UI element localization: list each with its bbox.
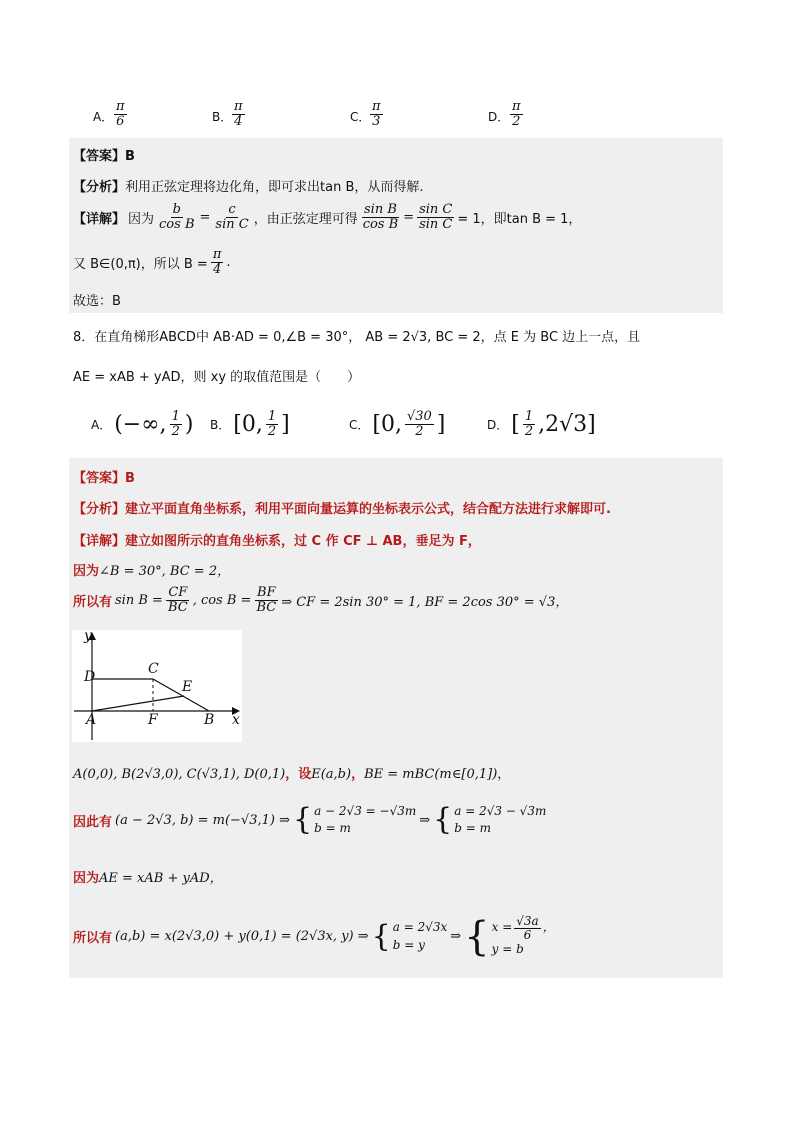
line2-end: . — [226, 254, 231, 270]
frac-den: 3 — [372, 113, 381, 129]
coords-label: ，设 — [285, 767, 312, 782]
frac-den: BC — [256, 599, 277, 615]
q8-analysis-line — [73, 498, 611, 517]
frac-den: 6 — [116, 113, 125, 129]
option-close: ] — [281, 411, 290, 437]
q8-detail-line — [73, 530, 481, 549]
analysis-tag: 【分析】 — [73, 502, 126, 517]
q7-option-c-value — [370, 100, 383, 128]
q7-option-b-label: B． — [212, 110, 233, 124]
q8-option-a — [91, 410, 193, 438]
frac-num: π — [512, 99, 521, 114]
frac-num: π — [372, 99, 381, 114]
frac-den: sin C — [419, 216, 453, 232]
frac-den: 2 — [171, 423, 180, 439]
detail-text: 建立如图所示的直角坐标系，过 C 作 CF ⊥ AB，垂足为 F， — [125, 534, 481, 549]
label-C: C — [148, 661, 159, 677]
q7-detail-line2 — [73, 248, 231, 276]
because-label: 因为 — [73, 564, 100, 579]
option-open: [0, — [233, 411, 263, 437]
q7-option-c — [350, 108, 370, 125]
option-close: ) — [184, 411, 194, 437]
option-label: D． — [487, 417, 509, 432]
q7-analysis-line — [73, 176, 424, 195]
q8-because-line — [73, 560, 230, 579]
q8-coords-line — [73, 763, 510, 782]
answer-tag: 【答案】 — [73, 471, 126, 486]
frac-den: 2 — [415, 423, 424, 439]
because2-math: AE = xAB + yAD， — [99, 871, 223, 886]
q7-option-d-label: D． — [488, 110, 510, 124]
answer-value: B — [125, 149, 135, 164]
q8-option-d — [487, 410, 596, 438]
frac-num: BF — [257, 585, 276, 600]
coords-sep: ， — [351, 767, 365, 782]
label-D: D — [84, 669, 96, 685]
because-math: ∠B = 30°, BC = 2， — [99, 564, 231, 579]
q7-option-d-value — [510, 100, 523, 128]
arrow: ⇒ — [450, 929, 462, 945]
segment-CB — [153, 679, 209, 711]
arrow: ⇒ — [419, 812, 431, 828]
q7-option-b-value — [232, 100, 245, 128]
option-close: ] — [436, 411, 446, 437]
sys-line: a = 2√3x — [392, 920, 448, 935]
frac-num: 1 — [171, 409, 180, 424]
analysis-tag: 【分析】 — [73, 180, 126, 195]
frac-num: b — [172, 202, 181, 217]
sys-line: y = b — [491, 942, 524, 957]
q8-stem-line1 — [73, 326, 640, 345]
segment-AE — [92, 696, 184, 711]
frac-num: 1 — [267, 409, 277, 424]
q8-line2: AE = xAB + yAD，则 xy 的取值范围是（ ） — [73, 370, 361, 385]
frac-num: sin B — [363, 202, 397, 217]
q8-stem-line2 — [73, 366, 360, 385]
coords-end: ， — [497, 767, 511, 782]
frac-num: π — [234, 99, 243, 114]
frac-den: sin C — [215, 216, 249, 232]
sys-line: b = m — [314, 821, 351, 836]
detail-prefix: 因为 — [128, 211, 155, 227]
hence-math: (a − 2√3, b) = m(−√3,1) ⇒ — [115, 812, 290, 828]
label-B: B — [204, 712, 215, 728]
q7-answer-line — [73, 145, 135, 164]
option-label: C． — [349, 417, 370, 432]
detail-end: = 1，即tan B = 1， — [457, 211, 582, 227]
so2-label: 所以有 — [73, 931, 113, 947]
q8-so2-line — [73, 915, 555, 959]
because2-label: 因为 — [73, 871, 100, 886]
frac-den: cos B — [362, 216, 399, 232]
sys-comma: ， — [542, 920, 555, 935]
frac-den: 2 — [524, 423, 534, 439]
equals: = — [199, 209, 211, 225]
so-label: 所以有 — [73, 594, 113, 610]
so-part-c: ⇒ CF = 2sin 30° = 1, BF = 2cos 30° = √3， — [281, 594, 569, 610]
frac-den: 4 — [234, 113, 243, 129]
label-A: A — [86, 712, 97, 728]
sys-line: a = 2√3 − √3m — [454, 804, 547, 818]
coords-vec: BE = mBC(m∈[0,1]) — [364, 767, 498, 782]
analysis-text: 建立平面直角坐标系，利用平面向量运算的坐标表示公式，结合配方法进行求解即可. — [125, 502, 611, 517]
option-label: B． — [210, 417, 231, 432]
q8-option-b — [210, 410, 290, 438]
frac-den: 2 — [512, 113, 521, 129]
option-open: [ — [511, 411, 520, 437]
frac-num: CF — [168, 585, 188, 600]
sys-x: x = — [491, 920, 513, 935]
q7-choice-line — [73, 290, 121, 309]
brace-icon: { — [464, 913, 490, 960]
equals: = — [403, 209, 415, 225]
analysis-text: 利用正弦定理将边化角，即可求出tan B，从而得解. — [125, 180, 424, 195]
q8-because2-line — [73, 867, 223, 886]
sys-line: b = m — [454, 821, 491, 836]
detail-mid: ，由正弦定理可得 — [253, 211, 358, 227]
q8-option-c — [349, 410, 445, 438]
detail-tag: 【详解】 — [73, 534, 126, 549]
choice-text: 故选：B — [73, 294, 121, 309]
q7-option-a-label: A． — [93, 110, 114, 124]
frac-den: 6 — [523, 927, 532, 942]
q7-option-b — [212, 108, 232, 125]
brace-icon: { — [292, 802, 313, 838]
label-E: E — [182, 679, 193, 695]
q7-option-d — [488, 108, 509, 125]
frac-den: BC — [167, 599, 188, 615]
sys-line: b = y — [392, 937, 425, 952]
frac-num: sin C — [419, 202, 453, 217]
q8-hence-line — [73, 803, 546, 838]
hence-label: 因此有 — [73, 814, 113, 830]
so-part-b: , cos B = — [192, 592, 252, 608]
frac-den: 4 — [212, 261, 222, 277]
label-F: F — [148, 712, 158, 728]
detail-tag: 【详解】 — [73, 211, 126, 227]
q8-line1: 8．在直角梯形ABCD中 AB·AD = 0,∠B = 30°， AB = 2√3, BC = 2，点 E 为 BC 边上一点，且 — [73, 330, 641, 345]
so2-math: (a,b) = x(2√3,0) + y(0,1) = (2√3x, y) ⇒ — [115, 929, 369, 945]
frac-den: 2 — [267, 423, 277, 439]
brace-icon: { — [433, 802, 453, 838]
frac-num: π — [212, 247, 222, 262]
q8-answer-line — [73, 467, 135, 486]
coords-e: E(a,b) — [311, 767, 352, 782]
q7-detail-line — [73, 203, 581, 231]
option-open: (−∞, — [114, 411, 167, 437]
frac-num: c — [228, 202, 236, 217]
label-y: y — [84, 628, 92, 644]
answer-tag: 【答案】 — [73, 149, 126, 164]
q7-option-a — [93, 108, 113, 125]
answer-value: B — [125, 471, 135, 486]
coords-math: A(0,0), B(2√3,0), C(√3,1), D(0,1) — [73, 767, 286, 782]
frac-den: cos B — [159, 216, 195, 232]
q7-option-c-label: C． — [350, 110, 371, 124]
option-label: A． — [91, 417, 112, 432]
q7-option-a-value — [114, 100, 127, 128]
frac-num: π — [116, 99, 125, 114]
frac-num: √3a — [516, 914, 539, 928]
frac-num: 1 — [524, 409, 534, 424]
so-part-a: sin B = — [115, 592, 163, 608]
label-x: x — [232, 712, 240, 728]
coordinate-figure — [72, 630, 242, 742]
q8-so-line — [73, 586, 568, 614]
option-open: [0, — [372, 411, 402, 437]
brace-icon: { — [371, 918, 391, 954]
option-close: ,2√3] — [538, 411, 596, 437]
line2-prefix: 又 B∈(0,π)，所以 B = — [73, 256, 208, 272]
frac-num: √30 — [406, 409, 432, 424]
sys-line: a − 2√3 = −√3m — [314, 804, 417, 818]
